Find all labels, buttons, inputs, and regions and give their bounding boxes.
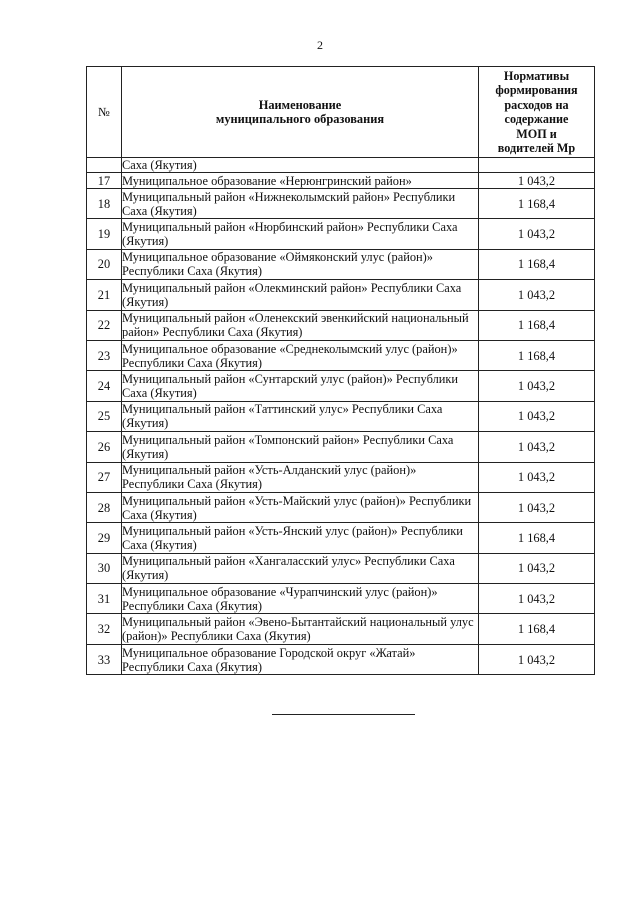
row-number: 25 — [87, 401, 122, 431]
row-value: 1 043,2 — [479, 644, 595, 674]
row-name: Муниципальный район «Хангаласский улус» Республики Саха (Якутия) — [122, 553, 479, 583]
row-number: 32 — [87, 614, 122, 644]
row-number: 19 — [87, 219, 122, 249]
row-name: Муниципальный район «Олекминский район» Республики Саха (Якутия) — [122, 280, 479, 310]
row-value: 1 168,4 — [479, 310, 595, 340]
header-value-line: МОП и — [516, 126, 557, 141]
row-number: 23 — [87, 340, 122, 370]
table-row — [87, 584, 595, 614]
row-number — [87, 158, 122, 173]
row-number: 17 — [87, 173, 122, 189]
row-name: Муниципальный район «Нижнеколымский район» Республики Саха (Якутия) — [122, 189, 479, 219]
header-name-line1: Наименование — [258, 98, 342, 112]
row-number: 18 — [87, 189, 122, 219]
row-number: 21 — [87, 280, 122, 310]
signature-line — [272, 714, 415, 715]
row-number: 20 — [87, 249, 122, 279]
table-row — [87, 492, 595, 522]
row-name: Муниципальный район «Эвено-Бытантайский национальный улус (район)» Республики Саха (Якутия) — [122, 614, 479, 644]
row-value: 1 168,4 — [479, 523, 595, 553]
row-name: Муниципальный район «Таттинский улус» Республики Саха (Якутия) — [122, 401, 479, 431]
row-name: Муниципальный район «Сунтарский улус (район)» Республики Саха (Якутия) — [122, 371, 479, 401]
table-row — [87, 371, 595, 401]
row-name: Муниципальное образование «Нерюнгринский район» — [122, 173, 479, 189]
table-row — [87, 189, 595, 219]
row-name: Муниципальное образование «Среднеколымский улус (район)» Республики Саха (Якутия) — [122, 340, 479, 370]
header-name-line2: муниципального образования — [215, 112, 385, 126]
norms-table — [86, 66, 595, 675]
row-value: 1 043,2 — [479, 553, 595, 583]
row-value: 1 168,4 — [479, 340, 595, 370]
table-row — [87, 401, 595, 431]
header-value-line: расходов на — [504, 97, 569, 112]
table-row — [87, 249, 595, 279]
row-number: 29 — [87, 523, 122, 553]
row-name: Муниципальное образование «Оймяконский улус (район)» Республики Саха (Якутия) — [122, 249, 479, 279]
header-number: № — [87, 67, 122, 158]
row-name: Муниципальный район «Усть-Янский улус (район)» Республики Саха (Якутия) — [122, 523, 479, 553]
row-value: 1 043,2 — [479, 492, 595, 522]
row-number: 26 — [87, 432, 122, 462]
row-value: 1 043,2 — [479, 401, 595, 431]
row-name: Муниципальное образование «Чурапчинский улус (район)» Республики Саха (Якутия) — [122, 584, 479, 614]
row-name: Муниципальный район «Усть-Майский улус (район)» Республики Саха (Якутия) — [122, 492, 479, 522]
header-value-line: Нормативы — [503, 68, 570, 83]
table-row — [87, 462, 595, 492]
table-row — [87, 644, 595, 674]
header-name — [122, 67, 479, 158]
row-value: 1 043,2 — [479, 371, 595, 401]
row-name: Муниципальный район «Оленекский эвенкийский национальный район» Республики Саха (Якутия) — [122, 310, 479, 340]
row-name: Муниципальный район «Томпонский район» Республики Саха (Якутия) — [122, 432, 479, 462]
header-value — [479, 67, 595, 158]
table-row — [87, 340, 595, 370]
row-name: Муниципальный район «Нюрбинский район» Республики Саха (Якутия) — [122, 219, 479, 249]
table-row — [87, 553, 595, 583]
row-value: 1 043,2 — [479, 280, 595, 310]
row-value: 1 168,4 — [479, 614, 595, 644]
row-number: 24 — [87, 371, 122, 401]
row-number: 33 — [87, 644, 122, 674]
row-value: 1 168,4 — [479, 189, 595, 219]
row-value: 1 043,2 — [479, 584, 595, 614]
table-row — [87, 219, 595, 249]
table-row — [87, 614, 595, 644]
continuation-row — [87, 158, 595, 173]
row-name: Муниципальное образование Городской округ «Жатай» Республики Саха (Якутия) — [122, 644, 479, 674]
table-row — [87, 523, 595, 553]
row-value: 1 043,2 — [479, 173, 595, 189]
header-value-line: формирования — [495, 83, 578, 97]
row-number: 27 — [87, 462, 122, 492]
header-value-line: содержание — [504, 112, 569, 126]
table-row — [87, 173, 595, 189]
row-number: 22 — [87, 310, 122, 340]
row-value: 1 043,2 — [479, 219, 595, 249]
table-row — [87, 280, 595, 310]
page-number: 2 — [317, 38, 323, 52]
row-value — [479, 158, 595, 173]
header-value-line: водителей Мр — [497, 141, 576, 155]
table-row — [87, 432, 595, 462]
table-row — [87, 310, 595, 340]
row-name: Муниципальный район «Усть-Алданский улус (район)» Республики Саха (Якутия) — [122, 462, 479, 492]
row-name: Саха (Якутия) — [122, 158, 479, 173]
row-number: 30 — [87, 553, 122, 583]
row-number: 31 — [87, 584, 122, 614]
row-number: 28 — [87, 492, 122, 522]
table-header-row — [87, 67, 595, 158]
row-value: 1 043,2 — [479, 432, 595, 462]
row-value: 1 168,4 — [479, 249, 595, 279]
row-value: 1 043,2 — [479, 462, 595, 492]
